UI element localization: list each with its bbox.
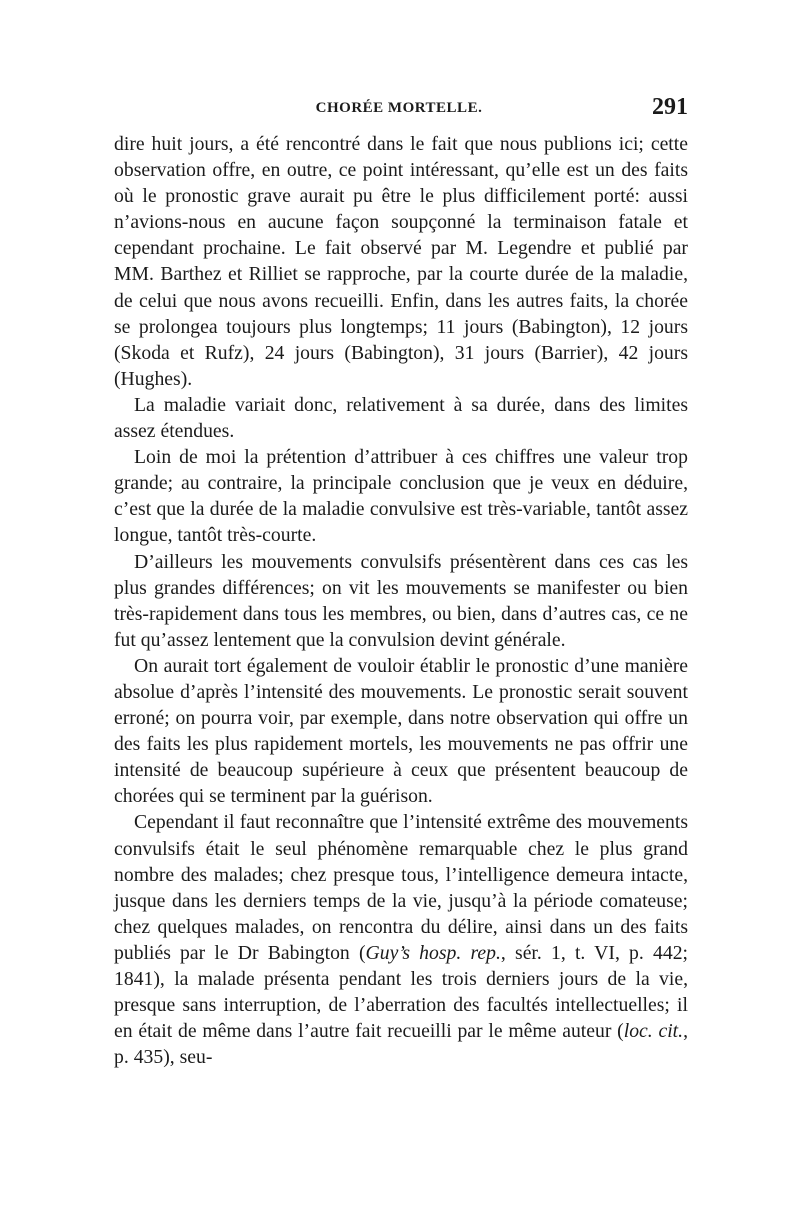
paragraph-text: , sér. 1, t. VI, p. 442; 1841), la malade présenta pendant les trois derniers jours de la vie, presque sans interruption, de l’aberration des facultés intellectuelles; il en était de même dans l’autre fait recueilli par le même auteur ( bbox=[114, 941, 689, 1043]
paragraph: dire huit jours, a été rencontré dans le fait que nous publions ici; cette observation offre, en outre, ce point intéressant, qu’elle est un des faits où le pronostic grave aurait pu être le plus difficilement porté: aussi n’avions-nous en aucune façon soupçonné la terminaison fatale et cependant prochaine. Le fait observé par M. Legendre et publié par MM. Barthez et Rilliet se rapproche, par la courte durée de la maladie, de celui que nous avons recueilli. Enfin, dans les autres faits, la chorée se prolongea toujours plus longtemps; 11 jours (Babington), 12 jours (Skoda et Rufz), 24 jours (Babington), 31 jours (Barrier), 42 jours (Hughes). bbox=[114, 133, 688, 390]
paragraph-text: , p. 435), seu- bbox=[114, 1020, 688, 1069]
paragraph: D’ailleurs les mouvements convulsifs présentèrent dans ces cas les plus grandes différences; on vit les mouvements se manifester ou bien très-rapidement dans tous les membres, ou bien, dans d’autres cas, ce ne fut qu’assez lentement que la convulsion devint générale. bbox=[114, 550, 688, 651]
citation-loc: loc. cit. bbox=[623, 1020, 684, 1043]
paragraph bbox=[114, 809, 688, 1070]
paragraph-text: Cependant il faut reconnaître que l’intensité extrême des mouvements convulsifs était le seul phénomène remarquable chez le plus grand nombre des malades; chez presque tous, l’intelligence demeura intacte, jusque dans les derniers temps de la vie, jusqu’à la période comateuse; chez quelques malades, on rencontra du délire, ainsi dans un des faits publiés par le Dr Babington ( bbox=[114, 811, 688, 964]
citation-title: Guy’s hosp. rep. bbox=[365, 941, 501, 964]
page-number: 291 bbox=[652, 94, 688, 120]
paragraph: La maladie variait donc, relativement à sa durée, dans des limites assez étendues. bbox=[114, 393, 688, 443]
paragraph: Loin de moi la prétention d’attribuer à ces chiffres une valeur trop grande; au contraire, la principale conclusion que je veux en déduire, c’est que la durée de la maladie convulsive est très-variable, tantôt assez longue, tantôt très-courte. bbox=[114, 446, 688, 547]
page-header bbox=[110, 94, 688, 130]
page-body bbox=[114, 131, 688, 1070]
running-title: CHORÉE MORTELLE. bbox=[315, 100, 483, 116]
paragraph: On aurait tort également de vouloir établir le pronostic d’une manière absolue d’après l’intensité des mouvements. Le pronostic serait souvent erroné; on pourra voir, par exemple, dans notre observation qui offre un des faits les plus rapidement mortels, les mouvements ne pas offrir une intensité de beaucoup supérieure à ceux que présentent beaucoup de chorées qui se terminent par la guérison. bbox=[114, 654, 688, 808]
